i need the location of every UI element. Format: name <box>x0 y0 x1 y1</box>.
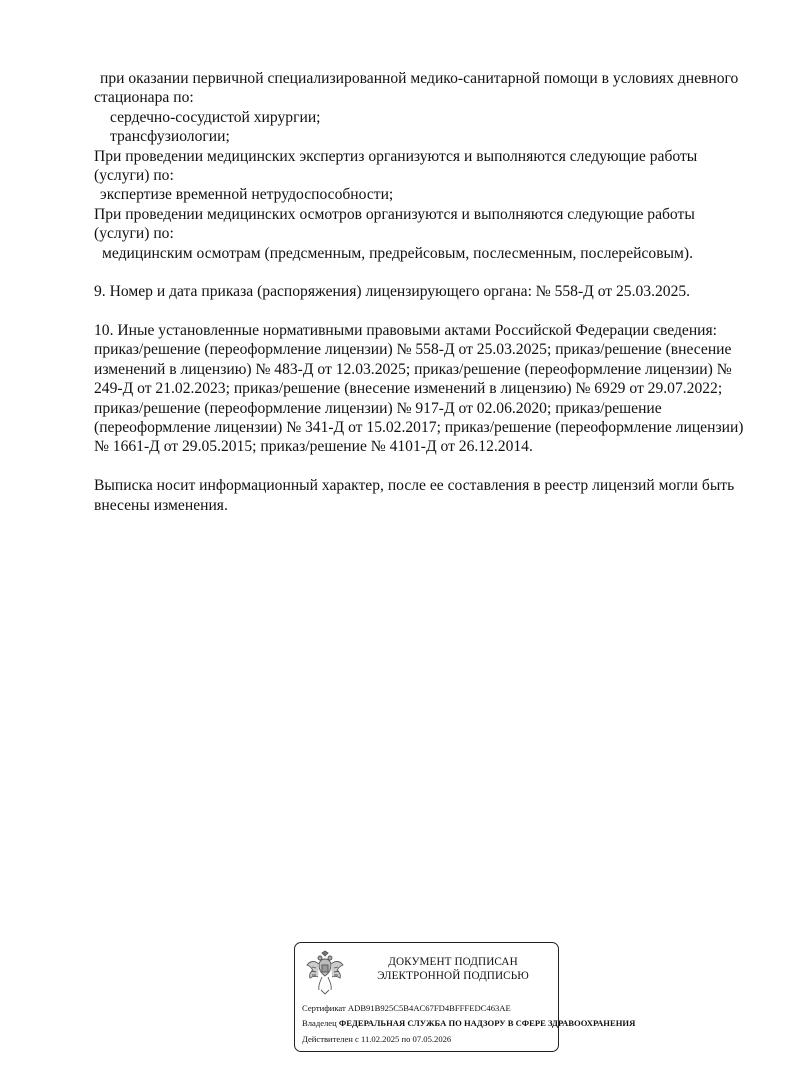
body-line: стационара по: <box>94 89 194 107</box>
stamp-title-line: ДОКУМЕНТ ПОДПИСАН <box>388 956 518 968</box>
body-line: сердечно-сосудистой хирургии; <box>110 108 321 126</box>
body-line: (услуги) по: <box>94 225 174 243</box>
owner-value: ФЕДЕРАЛЬНАЯ СЛУЖБА ПО НАДЗОРУ В СФЕРЕ ЗДРАВООХРАНЕНИЯ <box>338 1018 636 1029</box>
certificate-label: Сертификат <box>302 1003 346 1013</box>
document-body <box>94 69 774 515</box>
disclaimer-line: Выписка носит информационный характер, после ее составления в реестр лицензий могли быть <box>94 477 735 495</box>
stamp-title <box>353 955 553 983</box>
stamp-title-line: ЭЛЕКТРОННОЙ ПОДПИСЬЮ <box>377 970 529 982</box>
body-line: (услуги) по: <box>94 166 174 184</box>
body-line: трансфузиологии; <box>110 128 230 146</box>
other-info-line: 249-Д от 21.02.2023; приказ/решение (внесение изменений в лицензию) № 6929 от 29.07.2022; <box>94 380 723 398</box>
body-line: При проведении медицинских экспертиз организуются и выполняются следующие работы <box>94 147 698 165</box>
owner-line <box>302 1016 636 1031</box>
stamp-meta <box>302 1001 636 1047</box>
other-info-line: изменений в лицензию) № 483-Д от 12.03.2025; приказ/решение (переоформление лицензии) № <box>94 360 732 378</box>
body-line: медицинским осмотрам (предсменным, предрейсовым, послесменным, послерейсовым). <box>102 244 693 262</box>
disclaimer-line: внесены изменения. <box>94 496 228 514</box>
paragraph-gap <box>94 457 774 476</box>
body-line: экспертизе временной нетрудоспособности; <box>100 186 394 204</box>
certificate-line <box>302 1001 602 1016</box>
body-line: при оказании первичной специализированной медико-санитарной помощи в условиях дневного <box>100 70 739 87</box>
order-number-item: 9. Номер и дата приказа (распоряжения) лицензирующего органа: № 558-Д от 25.03.2025. <box>94 283 691 301</box>
owner-label: Владелец <box>302 1018 337 1029</box>
body-line: При проведении медицинских осмотров организуются и выполняются следующие работы <box>94 205 695 223</box>
other-info-line: № 1661-Д от 29.05.2015; приказ/решение № 4101-Д от 26.12.2014. <box>94 438 533 456</box>
other-info-line: (переоформление лицензии) № 341-Д от 15.02.2017; приказ/решение (переоформление лицензии) <box>94 419 744 437</box>
other-info-line: приказ/решение (переоформление лицензии) № 558-Д от 25.03.2025; приказ/решение (внесение <box>94 341 732 359</box>
validity-line: Действителен с 11.02.2025 по 07.05.2026 <box>302 1033 452 1044</box>
certificate-value: ADB91B925C5B4AC67FD4BFFFEDC463AE <box>347 1003 511 1013</box>
signature-stamp <box>294 942 636 1052</box>
paragraph-gap <box>94 302 774 321</box>
other-info-line: приказ/решение (переоформление лицензии) № 917-Д от 02.06.2020; приказ/решение <box>94 399 662 417</box>
coat-of-arms-icon <box>304 950 346 996</box>
paragraph-gap <box>94 263 774 282</box>
other-info-line: 10. Иные установленные нормативными правовыми актами Российской Федерации сведения: <box>94 322 718 340</box>
